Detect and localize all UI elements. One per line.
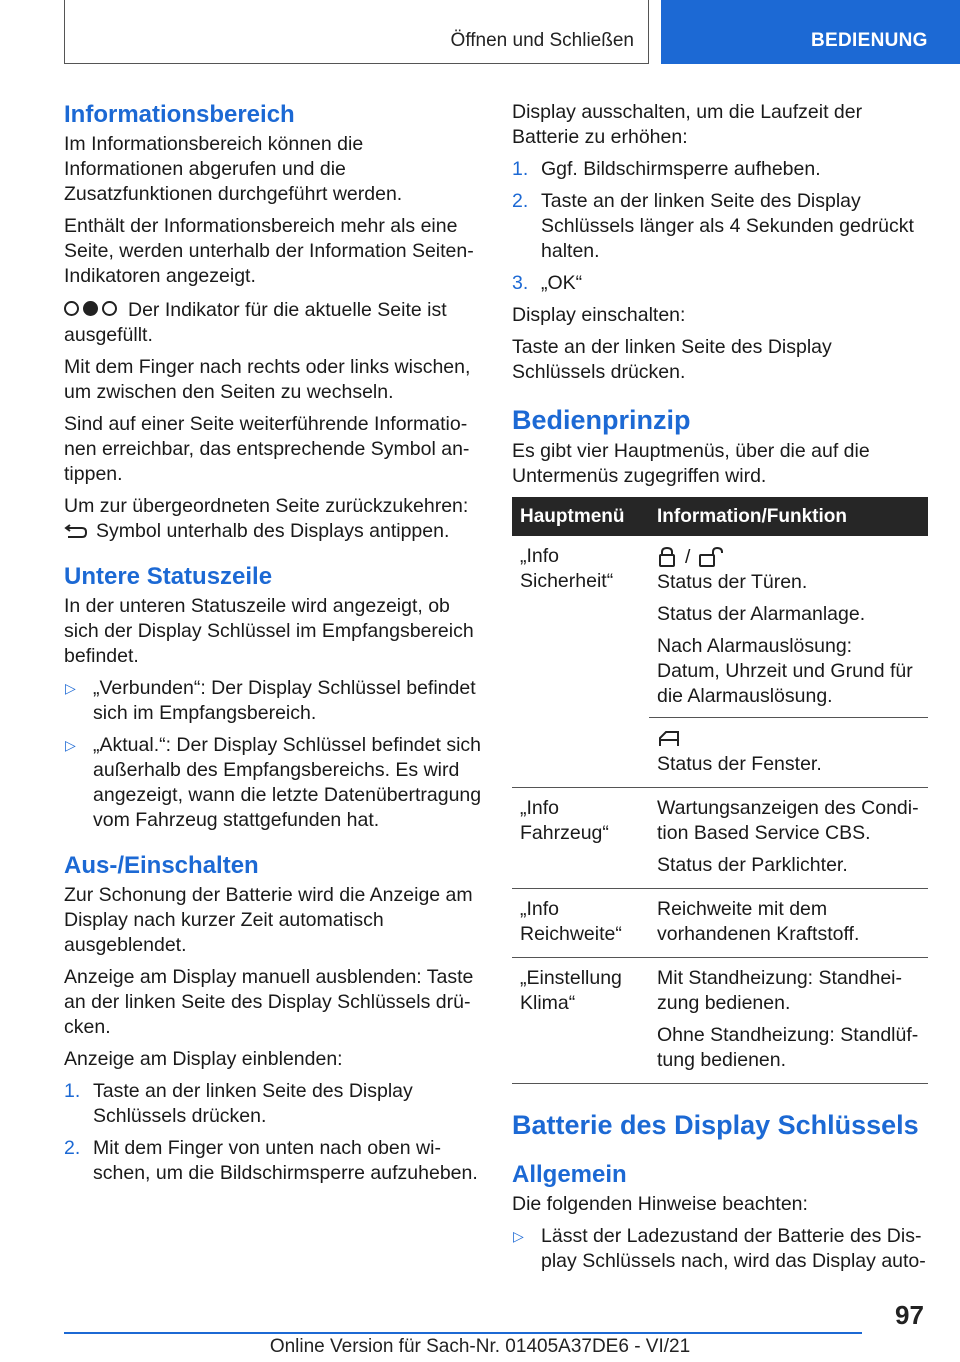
list-item: [512, 271, 928, 296]
section-title: Öffnen und Schließen: [450, 30, 634, 51]
step-number: 2.: [512, 190, 529, 212]
lock-icons-line: [657, 544, 920, 570]
cell-paragraph: Reichweite mit dem vorhandenen Kraftstoff.: [657, 898, 860, 945]
step-number: 1.: [64, 1080, 81, 1102]
paragraph: Es gibt vier Hauptmenüs, über die auf die Untermenüs zugegriffen wird.: [512, 440, 870, 487]
list-item-text: Mit dem Finger von unten nach oben wischen, um die Bildschirmsperre aufzuheben.: [93, 1137, 478, 1184]
paragraph: Die folgenden Hinweise beachten:: [512, 1193, 808, 1215]
table-cell-menu: „Einstellung Klima“: [512, 958, 649, 1084]
paragraph: Taste an der linken Seite des Display Schlüssels drücken.: [512, 336, 832, 383]
table-header-row: [512, 497, 928, 536]
list-item: [512, 1224, 928, 1274]
column-header: Information/Funktion: [649, 497, 928, 536]
heading-batterie: Batterie des Display Schlüssels: [512, 1110, 919, 1140]
footer-rule: [64, 1332, 862, 1334]
page-indicator-dots-icon: [64, 301, 117, 316]
paragraph: Mit dem Finger nach rechts oder links wischen, um zwischen den Seiten zu wechseln.: [64, 356, 471, 403]
table-row: [512, 958, 928, 1084]
lock-open-icon: [698, 546, 724, 568]
table-cell-info: [649, 536, 928, 788]
list-item-text: Lässt der Ladezustand der Batterie des Display Schlüssels nach, wird das Display auto-: [541, 1225, 926, 1272]
heading-untere-statuszeile: Untere Statuszeile: [64, 563, 273, 590]
door-status-block: [649, 544, 928, 718]
paragraph-text: Um zur übergeordneten Seite zurückzukehren:: [64, 495, 469, 517]
dot-filled-icon: [83, 301, 98, 316]
cell-paragraph: Nach Alarmauslösung: Datum, Uhrzeit und Grund für die Alarmauslösung.: [657, 635, 913, 707]
list-item: [64, 676, 482, 726]
list-item: [64, 1079, 482, 1129]
indicator-paragraph: [64, 296, 482, 348]
paragraph: Display einschalten:: [512, 304, 686, 326]
table-cell-info: [649, 889, 928, 958]
list-item: [512, 157, 928, 182]
triangle-bullet-icon: ▷: [513, 1228, 524, 1244]
heading-allgemein: Allgemein: [512, 1161, 627, 1188]
list-item: [512, 189, 928, 264]
list-item-text: „Aktual.“: Der Display Schlüssel befindet sich außerhalb des Empfangsbereichs. Es wird angezeigt, wann die letzte Datenübertragung vom Fahrzeug stattgefunden hat.: [93, 734, 482, 831]
footer-online-version: Online Version für Sach-Nr. 01405A37DE6 - VI/21: [269, 1336, 691, 1357]
chapter-title: BEDIENUNG: [811, 30, 928, 51]
cell-paragraph: Status der Türen.: [657, 571, 808, 593]
dot-empty-icon: [64, 301, 79, 316]
step-number: 2.: [64, 1137, 81, 1159]
list-item-text: Taste an der linken Seite des Display Schlüssels länger als 4 Sekunden gedrückt halten.: [541, 190, 914, 262]
off-steps-list: [512, 157, 928, 296]
cell-paragraph: Mit Standheizung: Standheizung bedienen.: [657, 967, 902, 1014]
paragraph: Enthält der Informationsbereich mehr als eine Seite, werden unterhalb der Information Seiten-Indikatoren angezeigt.: [64, 215, 474, 287]
cell-paragraph: Status der Fenster.: [657, 753, 822, 775]
paragraph: [64, 494, 482, 544]
paragraph: Display ausschalten, um die Laufzeit der Batterie zu erhöhen:: [512, 101, 863, 148]
window-icon: [657, 729, 681, 749]
list-item-text: Taste an der linken Seite des Display Schlüssels drücken.: [93, 1080, 413, 1127]
header-section-box: [64, 0, 649, 64]
main-menu-table: [512, 497, 928, 1084]
back-arrow-icon: [64, 524, 88, 538]
general-bullet-list: [512, 1224, 928, 1274]
paragraph: Anzeige am Display einblenden:: [64, 1048, 343, 1070]
paragraph-text: Symbol unterhalb des Displays antippen.: [96, 520, 450, 542]
header-chapter-tab: [661, 0, 960, 64]
table-row: [512, 889, 928, 958]
paragraph: Sind auf einer Seite weiterführende Informationen erreichbar, das entsprechende Symbol antippen.: [64, 413, 470, 485]
cell-paragraph: Wartungsanzeigen des Condition Based Service CBS.: [657, 797, 919, 844]
lock-closed-icon: [657, 546, 677, 568]
table-cell-info: [649, 788, 928, 889]
heading-informationsbereich: Informationsbereich: [64, 101, 295, 128]
triangle-bullet-icon: ▷: [65, 680, 76, 696]
list-item-text: Ggf. Bildschirmsperre aufheben.: [541, 158, 821, 180]
paragraph: Im Informationsbereich können die Informationen abgerufen und die Zusatzfunktionen durchgeführt werden.: [64, 133, 403, 205]
table-cell-menu: „Info Fahrzeug“: [512, 788, 649, 889]
table-cell-menu: „Info Sicherheit“: [512, 536, 649, 788]
paragraph-text: Der Indikator für die aktuelle Seite ist ausgefüllt.: [64, 299, 447, 346]
table-row: [512, 536, 928, 788]
table-cell-menu: „Info Reichweite“: [512, 889, 649, 958]
cell-paragraph: Ohne Standheizung: Standlüftung bedienen.: [657, 1024, 919, 1071]
step-number: 3.: [512, 272, 529, 294]
list-item-text: „OK“: [541, 272, 583, 294]
triangle-bullet-icon: ▷: [65, 737, 76, 753]
cell-paragraph: Status der Parklichter.: [657, 854, 848, 876]
left-column: [64, 100, 482, 1193]
right-column: [512, 100, 928, 1281]
paragraph: Zur Schonung der Batterie wird die Anzeige am Display nach kurzer Zeit automatisch ausgeblendet.: [64, 884, 473, 956]
status-bullet-list: [64, 676, 482, 833]
list-item: [64, 733, 482, 833]
list-item: [64, 1136, 482, 1186]
heading-bedienprinzip: Bedienprinzip: [512, 405, 691, 435]
heading-aus-einschalten: Aus-/Einschalten: [64, 852, 259, 879]
step-number: 1.: [512, 158, 529, 180]
table-cell-info: [649, 958, 928, 1084]
page-number: 97: [895, 1300, 924, 1330]
dot-empty-icon: [102, 301, 117, 316]
table-row: [512, 788, 928, 889]
window-icon-line: [657, 726, 920, 752]
cell-paragraph: Status der Alarmanlage.: [657, 603, 866, 625]
onoff-steps-list: [64, 1079, 482, 1186]
slash: /: [685, 545, 691, 568]
paragraph: In der unteren Statuszeile wird angezeigt, ob sich der Display Schlüssel im Empfangsbereich befindet.: [64, 595, 474, 667]
list-item-text: „Verbunden“: Der Display Schlüssel befindet sich im Empfangsbereich.: [93, 677, 476, 724]
paragraph: Anzeige am Display manuell ausblenden: Taste an der linken Seite des Display Schlüssels drücken.: [64, 966, 474, 1038]
column-header: Hauptmenü: [512, 497, 649, 536]
